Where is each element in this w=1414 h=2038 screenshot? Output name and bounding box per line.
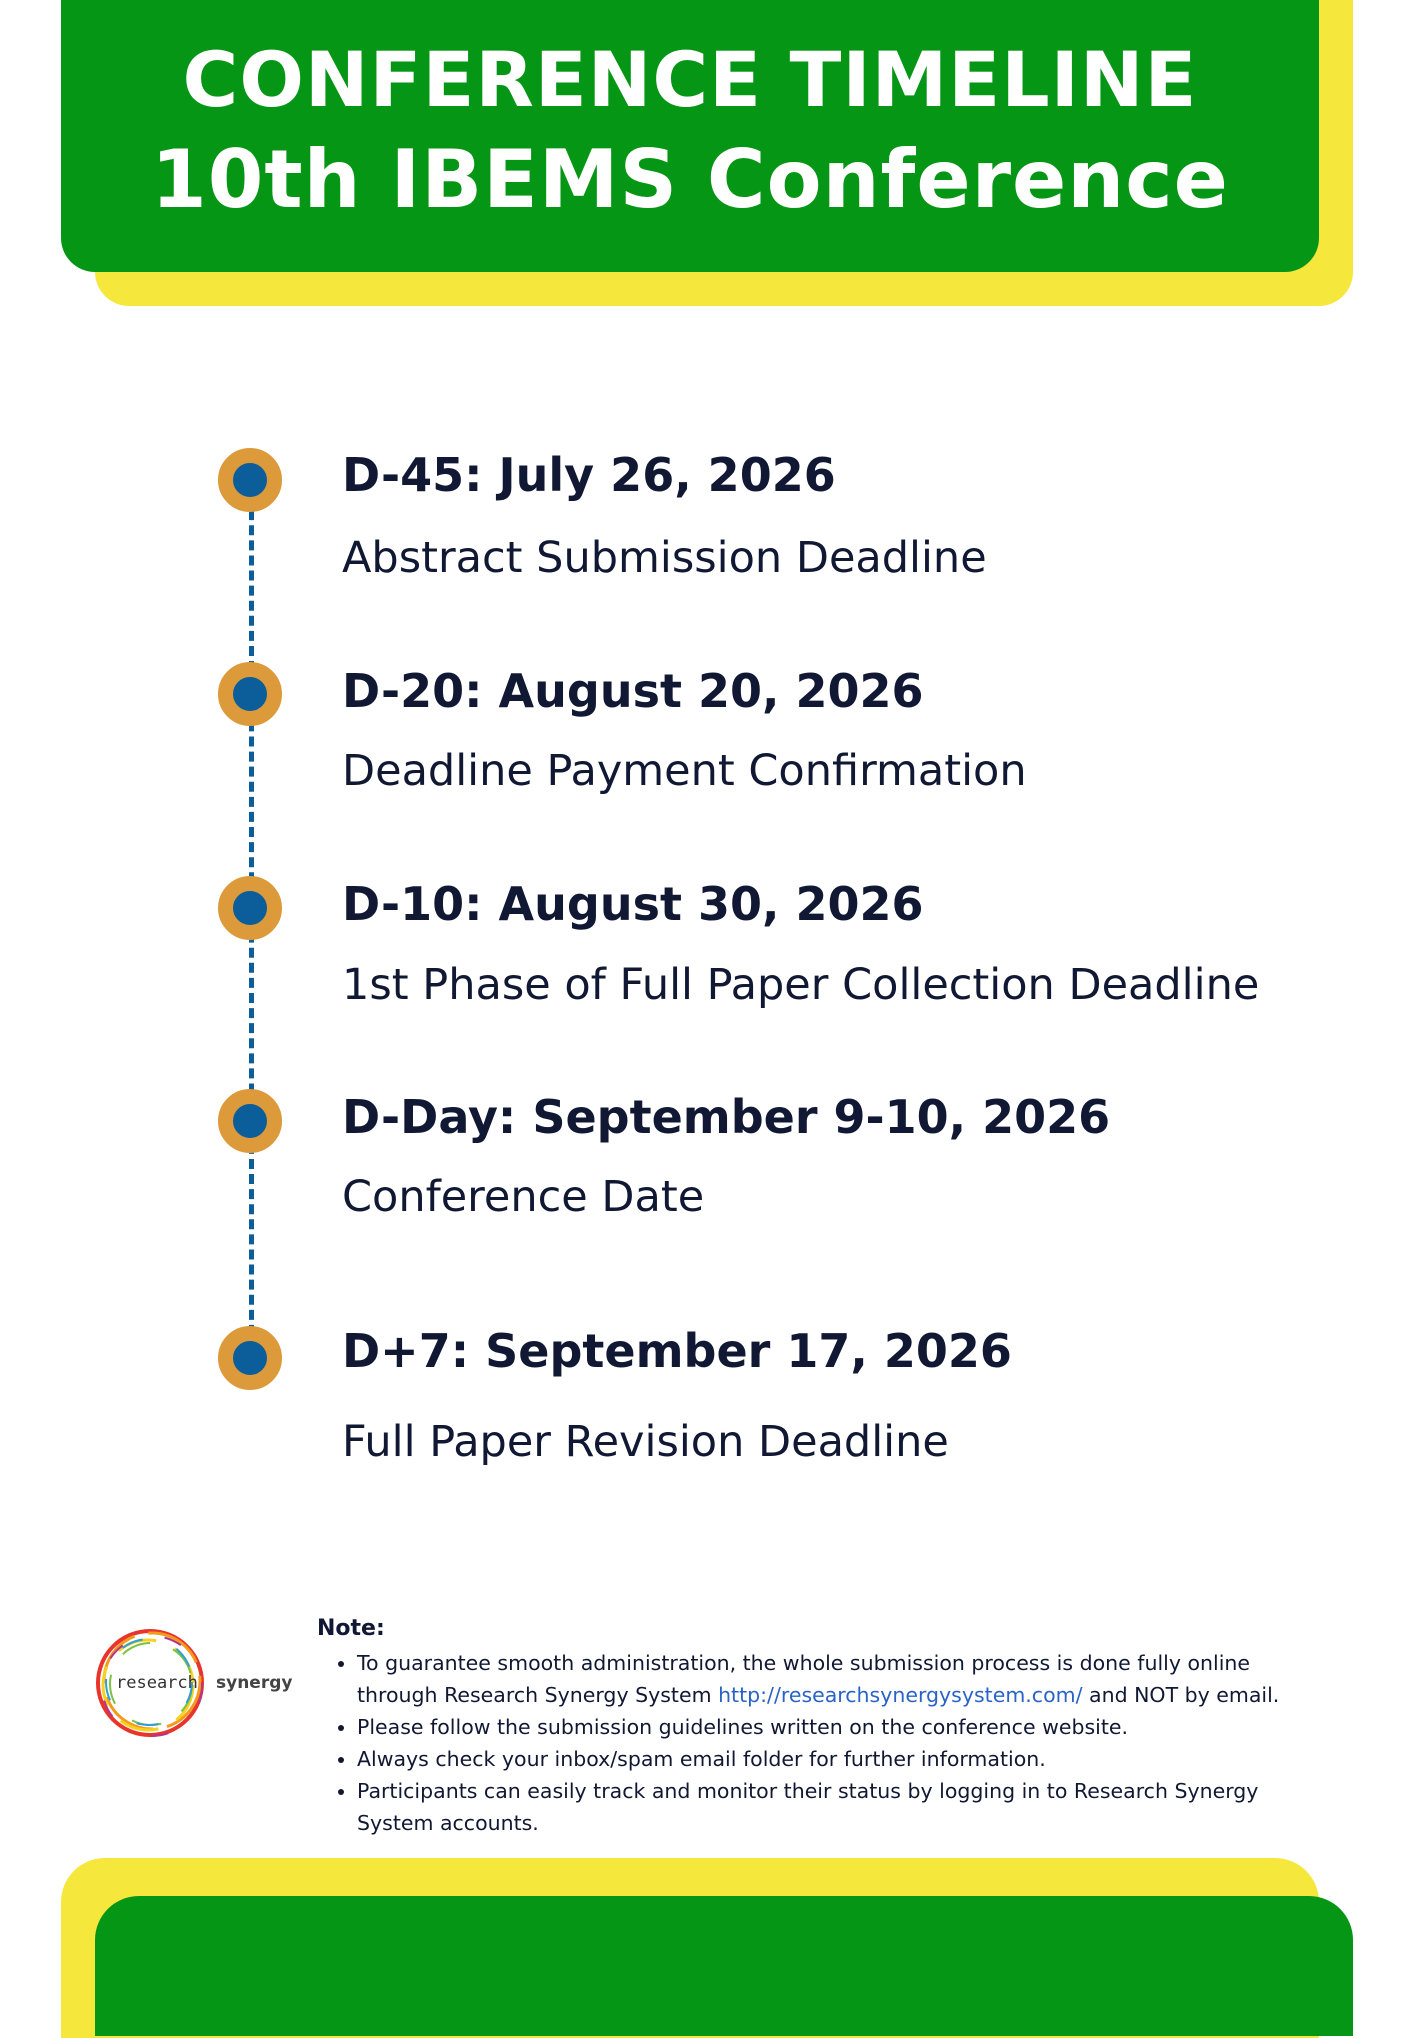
timeline-event: 1st Phase of Full Paper Collection Deadline	[342, 960, 1260, 1010]
research-synergy-link[interactable]: http://researchsynergysystem.com/	[718, 1683, 1083, 1707]
timeline-date: D-Day: September 9-10, 2026	[342, 1090, 1111, 1144]
timeline-date: D-10: August 30, 2026	[342, 877, 924, 931]
header-banner	[61, 0, 1319, 272]
note-section	[317, 1616, 1327, 1839]
logo-word-synergy: synergy	[216, 1673, 292, 1693]
timeline-date: D+7: September 17, 2026	[342, 1324, 1012, 1378]
timeline-event: Conference Date	[342, 1172, 705, 1222]
note-item: • Always check your inbox/spam email folder for further information.	[357, 1743, 1327, 1775]
timeline-dot-icon	[218, 662, 282, 726]
note-item	[357, 1647, 1327, 1711]
note-item: • Participants can easily track and monitor their status by logging in to Research Synergy System accounts.	[357, 1775, 1327, 1839]
note-item-text: and NOT by email.	[1082, 1683, 1280, 1707]
note-item-text: To guarantee smooth administration, the whole submission process is done fully online through Research Synergy System	[357, 1651, 1251, 1707]
timeline-date: D-20: August 20, 2026	[342, 664, 924, 718]
timeline-dot-icon	[218, 448, 282, 512]
timeline-dot-icon	[218, 1326, 282, 1390]
header-title: CONFERENCE TIMELINE	[182, 35, 1198, 125]
logo-word-research: research	[116, 1673, 198, 1693]
timeline-dot-icon	[218, 1089, 282, 1153]
note-title: Note:	[317, 1616, 385, 1641]
timeline-event: Full Paper Revision Deadline	[342, 1417, 949, 1467]
note-list	[317, 1647, 1327, 1839]
timeline-event: Deadline Payment Confirmation	[342, 746, 1027, 796]
note-item: • Please follow the submission guidelines written on the conference website.	[357, 1711, 1327, 1743]
research-synergy-logo	[86, 1620, 292, 1744]
timeline-date: D-45: July 26, 2026	[342, 448, 836, 502]
timeline-dot-icon	[218, 876, 282, 940]
footer-green-band	[95, 1896, 1353, 2036]
header-subtitle: 10th IBEMS Conference	[151, 132, 1229, 226]
timeline-event: Abstract Submission Deadline	[342, 533, 987, 583]
